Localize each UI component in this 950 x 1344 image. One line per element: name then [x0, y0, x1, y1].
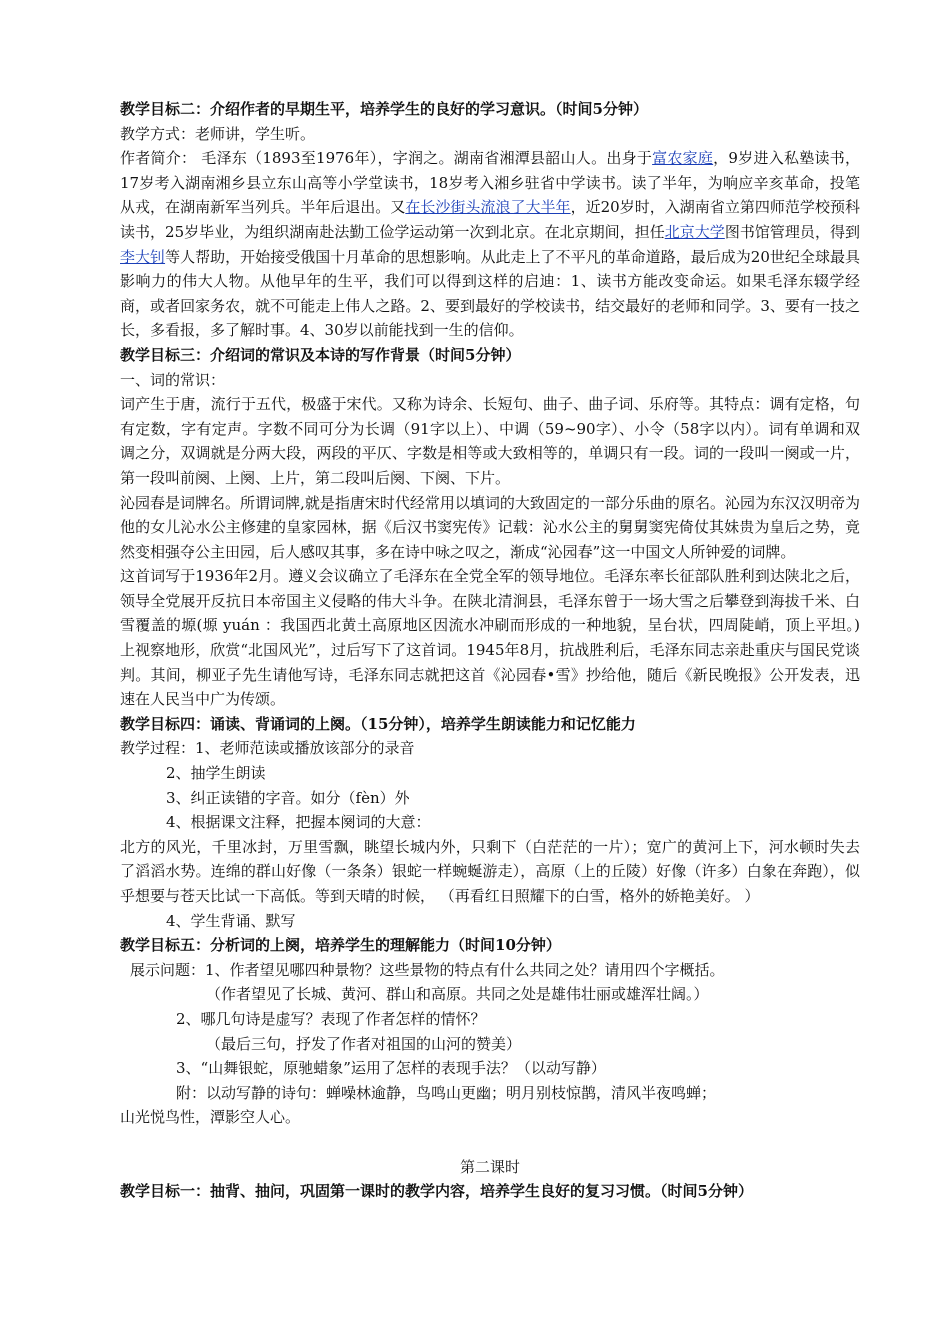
appendix-note: 附：以动写静的诗句：蝉噪林逾静，鸟鸣山更幽；明月别枝惊鹊，清风半夜鸣蝉；	[176, 1083, 717, 1102]
author-intro-text: 图书馆管理员，得到	[724, 222, 860, 241]
author-intro-text: ，近20岁时，入湖南省立第四师范学校预科读书，25岁毕业，为组织湖南赴法勤工俭学运动第一次到北京。在北京期间，担任	[120, 198, 860, 241]
question-3: 3、“山舞银蛇，原驰蜡象”运用了怎样的表现手法？（以动写静）	[176, 1059, 606, 1078]
author-intro-paragraph	[120, 146, 860, 343]
teaching-step-4: 4、根据课文注释，把握本阕词的大意：	[166, 813, 431, 832]
question-1: 展示问题：1、作者望见哪四种景物？这些景物的特点有什么共同之处？请用四个字概括。	[130, 960, 725, 979]
spacer	[120, 1130, 860, 1155]
answer-2: （最后三句，抒发了作者对祖国的山河的赞美）	[206, 1034, 522, 1053]
link-li-dazhao[interactable]: 李大钊	[120, 247, 166, 266]
link-changsha-wandering[interactable]: 在长沙街头流浪了大半年	[405, 198, 571, 217]
goal4-heading: 教学目标四：诵读、背诵词的上阕。（15分钟），培养学生朗读能力和记忆能力	[120, 714, 636, 733]
link-rich-peasant-family[interactable]: 富农家庭	[652, 149, 714, 168]
goal5-heading: 教学目标五：分析词的上阕，培养学生的理解能力（时间10分钟）	[120, 936, 561, 955]
author-intro-text: 作者简介： 毛泽东（1893至1976年），字润之。湖南省湘潭县韶山人。出身于	[120, 149, 653, 168]
appendix-note-continued: 山光悦鸟性，潭影空人心。	[120, 1108, 301, 1127]
meaning-paragraph: 北方的风光，千里冰封，万里雪飘，眺望长城内外，只剩下（白茫茫的一片）；宽广的黄河上下，河水顿时失去了滔滔水势。连绵的群山好像（一条条）银蛇一样蜿蜒游走），高原（上的丘陵）好像（许多）白象在奔跑），似乎想要与苍天比试一下高低。等到天晴的时候， （再看红日照耀下的白雪，格外的娇艳美好。 ）	[120, 837, 860, 905]
teaching-step-2: 2、抽学生朗读	[166, 764, 266, 783]
goal2-method-text: 教学方式：老师讲，学生听。	[120, 124, 316, 143]
qinyuanchun-paragraph: 沁园春是词牌名。所谓词牌,就是指唐宋时代经常用以填词的大致固定的一部分乐曲的原名。沁园为东汉汉明帝为他的女儿沁水公主修建的皇家园林，据《后汉书窦宪传》记载：沁水公主的舅舅窦宪倚仗其妹贵为皇后之势，竟然变相强夺公主田园，后人感叹其事，多在诗中咏之叹之，渐成“沁园春”这一中国文人所钟爱的词牌。	[120, 493, 860, 561]
goal2-method	[120, 122, 860, 147]
goal3-heading: 教学目标三：介绍词的常识及本诗的写作背景（时间5分钟）	[120, 345, 521, 364]
background-paragraph: 这首词写于1936年2月。遵义会议确立了毛泽东在全党全军的领导地位。毛泽东率长征部队胜利到达陕北之后，领导全党展开反抗日本帝国主义侵略的伟大斗争。在陕北清涧县，毛泽东曾于一场大雪之后攀登到海拔千米、白雪覆盖的塬(塬 yuán ：我国西北黄土高原地区因流水冲刷而形成的一种地貌，呈台状，四周陡峭，顶上平坦。)上视察地形，欣赏“北国风光”，过后写下了这首词。1945年8月，抗战胜利后，毛泽东同志亲赴重庆与国民党谈判。其间，柳亚子先生请他写诗，毛泽东同志就把这首《沁园春•雪》抄给他，随后《新民晚报》公开发表，迅速在人民当中广为传颂。	[120, 567, 860, 709]
teaching-step-5: 4、学生背诵、默写	[166, 911, 296, 930]
answer-1: （作者望见了长城、黄河、群山和高原。共同之处是雄伟壮丽或雄浑壮阔。）	[206, 985, 709, 1004]
teaching-step-3: 3、纠正读错的字音。如分（fèn）外	[166, 788, 410, 807]
lesson2-goal1-heading: 教学目标一：抽背、抽问，巩固第一课时的教学内容，培养学生良好的复习习惯。（时间5分钟）	[120, 1182, 753, 1201]
ci-knowledge-paragraph: 词产生于唐，流行于五代，极盛于宋代。又称为诗余、长短句、曲子、曲子词、乐府等。其特点：调有定格，句有定数，字有定声。字数不同可分为长调（91字以上）、中调（59~90字）、小令（58字以内）。词有单调和双调之分，双调就是分两大段，两段的平仄、字数是相等或大致相等的，单调只有一段。词的一段叫一阕或一片，第一段叫前阕、上阕、上片，第二段叫后阕、下阕、下片。	[120, 395, 860, 487]
ci-knowledge-subheading: 一、词的常识：	[120, 370, 226, 389]
question-2: 2、哪几句诗是虚写？表现了作者怎样的情怀？	[176, 1009, 486, 1028]
document-body	[120, 97, 860, 1204]
link-peking-university[interactable]: 北京大学	[664, 222, 725, 241]
goal2-heading: 教学目标二：介绍作者的早期生平，培养学生的良好的学习意识。（时间5分钟）	[120, 100, 648, 118]
lesson2-title: 第二课时	[459, 1157, 520, 1176]
author-intro-text: ，9岁进入私塾读书，17岁考入湖南湘乡县立东山高等小学堂读书，18岁考入湘乡驻省中学读书。读了半年，为响应辛亥革命，投笔从戎，在湖南新军当列兵。半年后退出。又	[120, 149, 860, 217]
author-intro-text: 等人帮助，开始接受俄国十月革命的思想影响。从此走上了不平凡的革命道路，最后成为20世纪全球最具影响力的伟大人物。从他早年的生平，我们可以得到这样的启迪：1、读书方能改变命运。如果毛泽东辍学经商，或者回家务农，就不可能走上伟人之路。2、要到最好的学校读书，结交最好的老师和同学。3、要有一技之长，多看报，多了解时事。4、30岁以前能找到一生的信仰。	[120, 247, 860, 340]
teaching-step-1: 教学过程：1、老师范读或播放该部分的录音	[120, 739, 415, 758]
